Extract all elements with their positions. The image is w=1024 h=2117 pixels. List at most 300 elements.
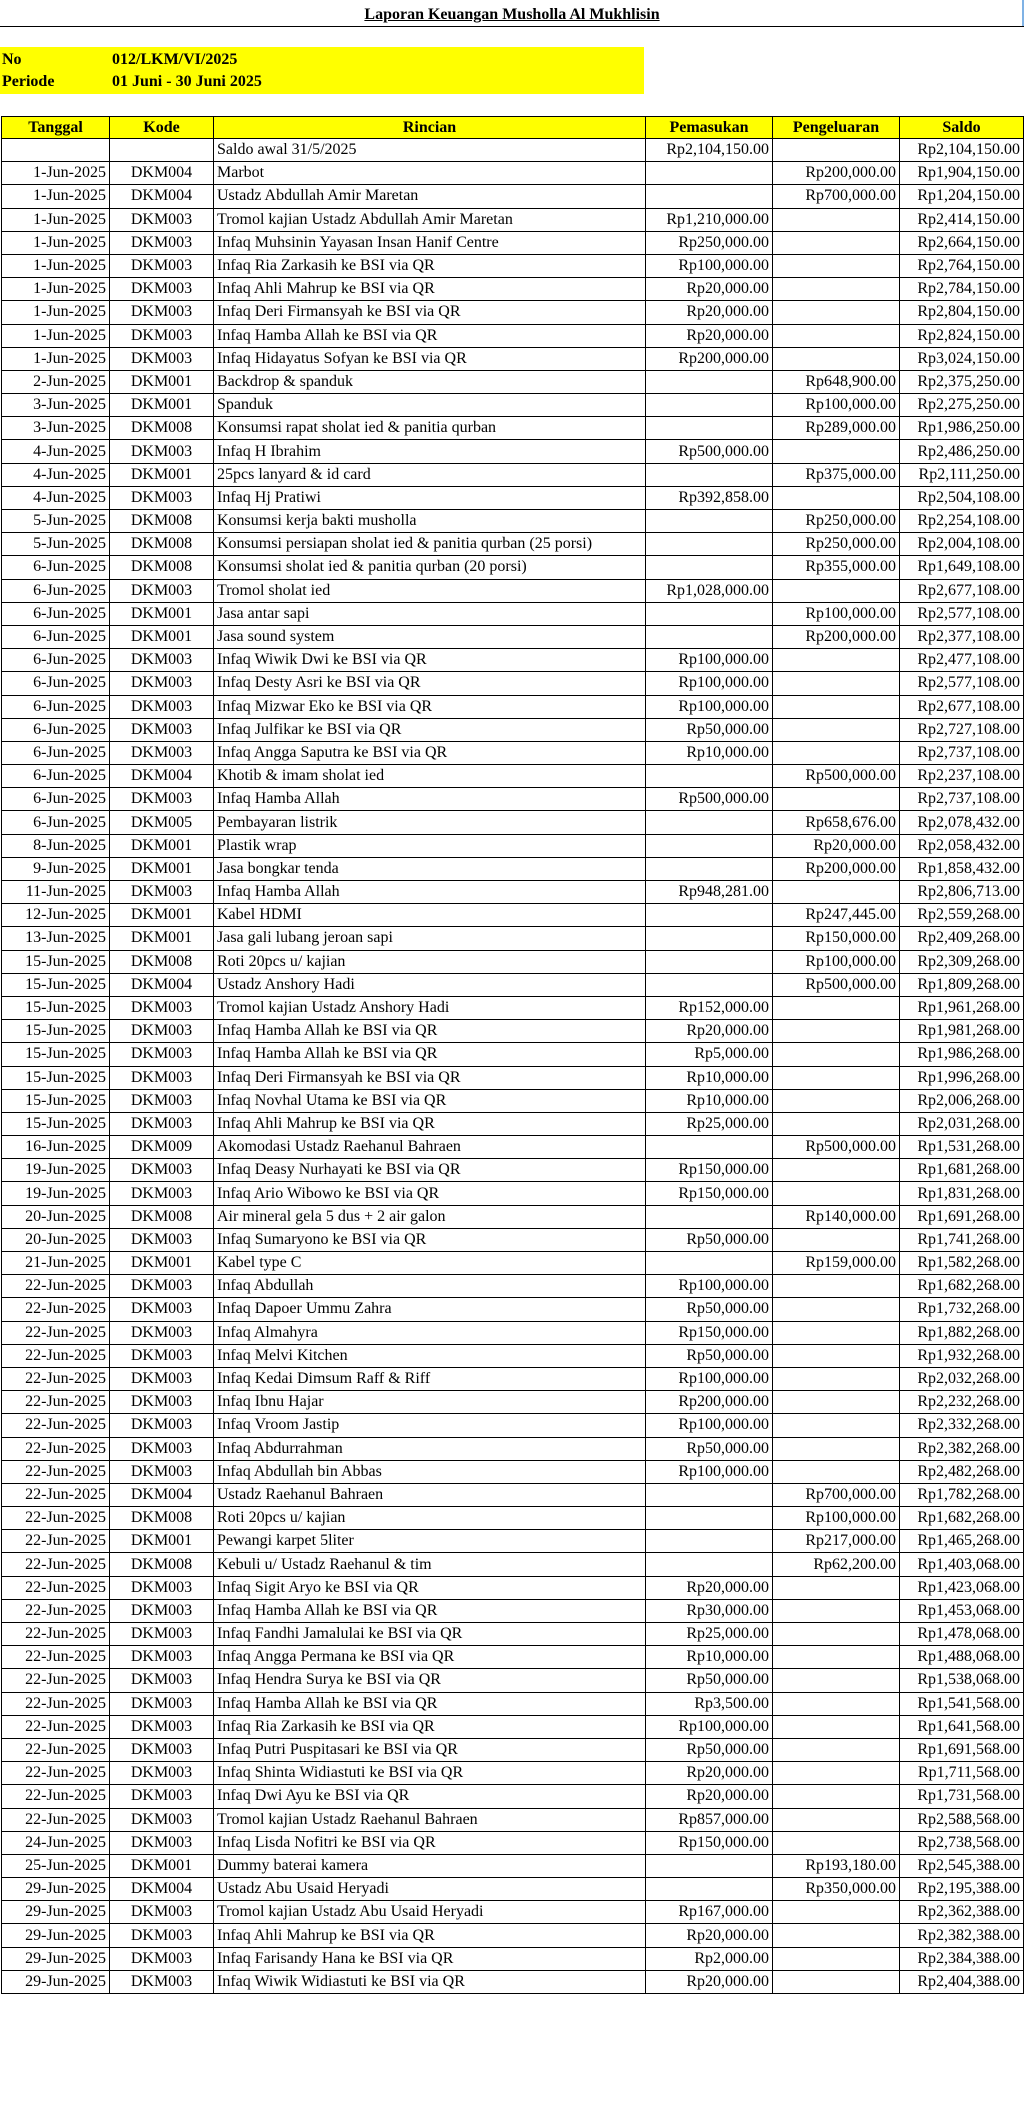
cell-rincian[interactable]: Infaq Angga Saputra ke BSI via QR — [214, 741, 646, 764]
cell-rincian[interactable]: Infaq Dwi Ayu ke BSI via QR — [214, 1785, 646, 1808]
cell-pemasukan[interactable] — [646, 394, 773, 417]
cell-tanggal[interactable]: 20-Jun-2025 — [2, 1205, 110, 1228]
cell-pemasukan[interactable] — [646, 1252, 773, 1275]
cell-pemasukan[interactable]: Rp150,000.00 — [646, 1831, 773, 1854]
cell-saldo[interactable]: Rp2,559,268.00 — [900, 904, 1024, 927]
cell-saldo[interactable]: Rp2,824,150.00 — [900, 324, 1024, 347]
cell-pemasukan[interactable] — [646, 904, 773, 927]
cell-saldo[interactable]: Rp2,414,150.00 — [900, 208, 1024, 231]
cell-tanggal[interactable]: 6-Jun-2025 — [2, 718, 110, 741]
cell-pemasukan[interactable]: Rp10,000.00 — [646, 741, 773, 764]
cell-tanggal[interactable]: 1-Jun-2025 — [2, 231, 110, 254]
cell-pengeluaran[interactable] — [773, 1020, 900, 1043]
cell-tanggal[interactable]: 22-Jun-2025 — [2, 1646, 110, 1669]
cell-saldo[interactable]: Rp1,691,568.00 — [900, 1738, 1024, 1761]
cell-pengeluaran[interactable]: Rp62,200.00 — [773, 1553, 900, 1576]
cell-kode[interactable]: DKM003 — [110, 1066, 214, 1089]
cell-pemasukan[interactable]: Rp250,000.00 — [646, 231, 773, 254]
cell-rincian[interactable]: Konsumsi kerja bakti musholla — [214, 510, 646, 533]
cell-kode[interactable]: DKM003 — [110, 1924, 214, 1947]
cell-rincian[interactable]: Infaq Hendra Surya ke BSI via QR — [214, 1669, 646, 1692]
cell-saldo[interactable]: Rp2,737,108.00 — [900, 741, 1024, 764]
cell-pemasukan[interactable]: Rp20,000.00 — [646, 1762, 773, 1785]
cell-pemasukan[interactable]: Rp20,000.00 — [646, 324, 773, 347]
cell-pemasukan[interactable]: Rp20,000.00 — [646, 1785, 773, 1808]
cell-tanggal[interactable]: 6-Jun-2025 — [2, 672, 110, 695]
cell-pengeluaran[interactable]: Rp100,000.00 — [773, 950, 900, 973]
cell-pengeluaran[interactable] — [773, 1182, 900, 1205]
cell-pemasukan[interactable]: Rp152,000.00 — [646, 996, 773, 1019]
cell-kode[interactable]: DKM004 — [110, 765, 214, 788]
cell-kode[interactable]: DKM008 — [110, 533, 214, 556]
cell-pengeluaran[interactable] — [773, 1947, 900, 1970]
cell-tanggal[interactable]: 1-Jun-2025 — [2, 324, 110, 347]
cell-kode[interactable]: DKM008 — [110, 556, 214, 579]
cell-saldo[interactable]: Rp1,831,268.00 — [900, 1182, 1024, 1205]
cell-kode[interactable]: DKM003 — [110, 1646, 214, 1669]
cell-rincian[interactable]: Infaq Lisda Nofitri ke BSI via QR — [214, 1831, 646, 1854]
cell-rincian[interactable]: Infaq Ario Wibowo ke BSI via QR — [214, 1182, 646, 1205]
cell-kode[interactable]: DKM008 — [110, 950, 214, 973]
cell-rincian[interactable]: Infaq Wiwik Widiastuti ke BSI via QR — [214, 1970, 646, 1993]
cell-rincian[interactable]: Plastik wrap — [214, 834, 646, 857]
cell-saldo[interactable]: Rp2,664,150.00 — [900, 231, 1024, 254]
cell-rincian[interactable]: Infaq Hamba Allah ke BSI via QR — [214, 324, 646, 347]
cell-saldo[interactable]: Rp2,409,268.00 — [900, 927, 1024, 950]
cell-pengeluaran[interactable]: Rp100,000.00 — [773, 1507, 900, 1530]
cell-rincian[interactable]: Infaq Hamba Allah ke BSI via QR — [214, 1020, 646, 1043]
cell-rincian[interactable]: Infaq Novhal Utama ke BSI via QR — [214, 1089, 646, 1112]
cell-kode[interactable]: DKM003 — [110, 672, 214, 695]
cell-tanggal[interactable]: 22-Jun-2025 — [2, 1414, 110, 1437]
cell-saldo[interactable]: Rp2,486,250.00 — [900, 440, 1024, 463]
cell-saldo[interactable]: Rp1,682,268.00 — [900, 1507, 1024, 1530]
cell-rincian[interactable]: Infaq Melvi Kitchen — [214, 1344, 646, 1367]
cell-pemasukan[interactable] — [646, 950, 773, 973]
cell-tanggal[interactable]: 20-Jun-2025 — [2, 1228, 110, 1251]
cell-rincian[interactable]: Jasa antar sapi — [214, 602, 646, 625]
cell-rincian[interactable]: Tromol kajian Ustadz Anshory Hadi — [214, 996, 646, 1019]
cell-kode[interactable]: DKM003 — [110, 324, 214, 347]
cell-pemasukan[interactable] — [646, 510, 773, 533]
cell-kode[interactable]: DKM003 — [110, 1228, 214, 1251]
cell-rincian[interactable]: Infaq Ria Zarkasih ke BSI via QR — [214, 254, 646, 277]
cell-pemasukan[interactable]: Rp10,000.00 — [646, 1066, 773, 1089]
column-header-tanggal[interactable]: Tanggal — [2, 117, 110, 139]
cell-tanggal[interactable]: 1-Jun-2025 — [2, 347, 110, 370]
cell-rincian[interactable]: Kabel type C — [214, 1252, 646, 1275]
cell-kode[interactable]: DKM005 — [110, 811, 214, 834]
cell-pemasukan[interactable]: Rp100,000.00 — [646, 649, 773, 672]
cell-pengeluaran[interactable] — [773, 672, 900, 695]
cell-pemasukan[interactable]: Rp100,000.00 — [646, 1715, 773, 1738]
cell-tanggal[interactable]: 15-Jun-2025 — [2, 1089, 110, 1112]
cell-kode[interactable]: DKM003 — [110, 231, 214, 254]
cell-kode[interactable]: DKM001 — [110, 463, 214, 486]
cell-pengeluaran[interactable] — [773, 1391, 900, 1414]
cell-kode[interactable]: DKM003 — [110, 718, 214, 741]
cell-tanggal[interactable]: 6-Jun-2025 — [2, 811, 110, 834]
cell-kode[interactable]: DKM008 — [110, 510, 214, 533]
cell-tanggal[interactable]: 22-Jun-2025 — [2, 1437, 110, 1460]
cell-tanggal[interactable]: 1-Jun-2025 — [2, 301, 110, 324]
cell-rincian[interactable]: Konsumsi sholat ied & panitia qurban (20 porsi) — [214, 556, 646, 579]
cell-pemasukan[interactable]: Rp20,000.00 — [646, 1020, 773, 1043]
cell-kode[interactable]: DKM008 — [110, 1205, 214, 1228]
cell-kode[interactable]: DKM001 — [110, 602, 214, 625]
cell-pengeluaran[interactable] — [773, 208, 900, 231]
cell-saldo[interactable]: Rp2,727,108.00 — [900, 718, 1024, 741]
cell-kode[interactable]: DKM003 — [110, 1182, 214, 1205]
cell-pemasukan[interactable] — [646, 1205, 773, 1228]
cell-pengeluaran[interactable] — [773, 695, 900, 718]
cell-tanggal[interactable]: 9-Jun-2025 — [2, 857, 110, 880]
cell-kode[interactable]: DKM003 — [110, 486, 214, 509]
cell-rincian[interactable]: Akomodasi Ustadz Raehanul Bahraen — [214, 1136, 646, 1159]
cell-rincian[interactable]: Infaq Hj Pratiwi — [214, 486, 646, 509]
cell-tanggal[interactable]: 22-Jun-2025 — [2, 1344, 110, 1367]
cell-pengeluaran[interactable] — [773, 996, 900, 1019]
cell-kode[interactable]: DKM008 — [110, 1553, 214, 1576]
cell-saldo[interactable]: Rp1,641,568.00 — [900, 1715, 1024, 1738]
cell-kode[interactable]: DKM004 — [110, 973, 214, 996]
cell-pengeluaran[interactable]: Rp150,000.00 — [773, 927, 900, 950]
cell-pemasukan[interactable]: Rp100,000.00 — [646, 1460, 773, 1483]
cell-kode[interactable]: DKM003 — [110, 579, 214, 602]
cell-pemasukan[interactable]: Rp20,000.00 — [646, 278, 773, 301]
cell-pemasukan[interactable]: Rp100,000.00 — [646, 672, 773, 695]
cell-tanggal[interactable]: 3-Jun-2025 — [2, 394, 110, 417]
cell-pengeluaran[interactable] — [773, 1159, 900, 1182]
cell-pemasukan[interactable]: Rp150,000.00 — [646, 1182, 773, 1205]
cell-rincian[interactable]: Infaq Hamba Allah ke BSI via QR — [214, 1599, 646, 1622]
cell-pemasukan[interactable] — [646, 927, 773, 950]
cell-rincian[interactable]: Infaq Ahli Mahrup ke BSI via QR — [214, 1924, 646, 1947]
cell-pengeluaran[interactable]: Rp100,000.00 — [773, 602, 900, 625]
cell-rincian[interactable]: Infaq Abdullah — [214, 1275, 646, 1298]
cell-pengeluaran[interactable] — [773, 301, 900, 324]
cell-pengeluaran[interactable] — [773, 1437, 900, 1460]
cell-rincian[interactable]: Spanduk — [214, 394, 646, 417]
cell-pemasukan[interactable] — [646, 533, 773, 556]
cell-rincian[interactable]: Tromol sholat ied — [214, 579, 646, 602]
cell-tanggal[interactable]: 29-Jun-2025 — [2, 1947, 110, 1970]
cell-kode[interactable]: DKM003 — [110, 1669, 214, 1692]
cell-tanggal[interactable]: 25-Jun-2025 — [2, 1854, 110, 1877]
cell-rincian[interactable]: Jasa sound system — [214, 625, 646, 648]
cell-pengeluaran[interactable]: Rp700,000.00 — [773, 1483, 900, 1506]
cell-pengeluaran[interactable] — [773, 139, 900, 162]
cell-saldo[interactable]: Rp2,275,250.00 — [900, 394, 1024, 417]
cell-tanggal[interactable]: 5-Jun-2025 — [2, 510, 110, 533]
cell-kode[interactable]: DKM003 — [110, 788, 214, 811]
cell-kode[interactable]: DKM001 — [110, 1252, 214, 1275]
cell-pemasukan[interactable] — [646, 625, 773, 648]
cell-pemasukan[interactable]: Rp150,000.00 — [646, 1159, 773, 1182]
cell-tanggal[interactable]: 22-Jun-2025 — [2, 1599, 110, 1622]
cell-rincian[interactable]: Infaq Julfikar ke BSI via QR — [214, 718, 646, 741]
cell-saldo[interactable]: Rp2,784,150.00 — [900, 278, 1024, 301]
cell-tanggal[interactable]: 5-Jun-2025 — [2, 533, 110, 556]
cell-pengeluaran[interactable]: Rp247,445.00 — [773, 904, 900, 927]
cell-saldo[interactable]: Rp1,541,568.00 — [900, 1692, 1024, 1715]
cell-kode[interactable]: DKM003 — [110, 347, 214, 370]
cell-rincian[interactable]: Jasa bongkar tenda — [214, 857, 646, 880]
cell-pemasukan[interactable]: Rp200,000.00 — [646, 347, 773, 370]
column-header-pemasukan[interactable]: Pemasukan — [646, 117, 773, 139]
cell-kode[interactable]: DKM004 — [110, 1878, 214, 1901]
cell-rincian[interactable]: Tromol kajian Ustadz Abdullah Amir Maretan — [214, 208, 646, 231]
cell-tanggal[interactable]: 15-Jun-2025 — [2, 1043, 110, 1066]
cell-saldo[interactable]: Rp1,691,268.00 — [900, 1205, 1024, 1228]
cell-tanggal[interactable]: 22-Jun-2025 — [2, 1692, 110, 1715]
cell-pemasukan[interactable]: Rp100,000.00 — [646, 695, 773, 718]
cell-tanggal[interactable]: 22-Jun-2025 — [2, 1762, 110, 1785]
cell-pemasukan[interactable] — [646, 1878, 773, 1901]
cell-pengeluaran[interactable] — [773, 324, 900, 347]
cell-saldo[interactable]: Rp2,006,268.00 — [900, 1089, 1024, 1112]
cell-pengeluaran[interactable] — [773, 1831, 900, 1854]
cell-tanggal[interactable]: 15-Jun-2025 — [2, 1112, 110, 1135]
cell-saldo[interactable]: Rp2,058,432.00 — [900, 834, 1024, 857]
cell-kode[interactable]: DKM003 — [110, 1970, 214, 1993]
cell-tanggal[interactable]: 22-Jun-2025 — [2, 1321, 110, 1344]
cell-pengeluaran[interactable] — [773, 1298, 900, 1321]
cell-kode[interactable]: DKM003 — [110, 254, 214, 277]
cell-rincian[interactable]: Infaq Mizwar Eko ke BSI via QR — [214, 695, 646, 718]
cell-pemasukan[interactable]: Rp200,000.00 — [646, 1391, 773, 1414]
cell-rincian[interactable]: Infaq Shinta Widiastuti ke BSI via QR — [214, 1762, 646, 1785]
cell-kode[interactable]: DKM004 — [110, 185, 214, 208]
cell-kode[interactable]: DKM003 — [110, 1112, 214, 1135]
cell-tanggal[interactable]: 22-Jun-2025 — [2, 1275, 110, 1298]
cell-rincian[interactable]: Dummy baterai kamera — [214, 1854, 646, 1877]
column-header-pengeluaran[interactable]: Pengeluaran — [773, 117, 900, 139]
cell-pengeluaran[interactable] — [773, 1576, 900, 1599]
cell-kode[interactable]: DKM001 — [110, 857, 214, 880]
cell-tanggal[interactable]: 15-Jun-2025 — [2, 996, 110, 1019]
cell-rincian[interactable]: Konsumsi persiapan sholat ied & panitia qurban (25 porsi) — [214, 533, 646, 556]
cell-kode[interactable]: DKM004 — [110, 1483, 214, 1506]
cell-saldo[interactable]: Rp1,488,068.00 — [900, 1646, 1024, 1669]
cell-pengeluaran[interactable] — [773, 440, 900, 463]
cell-pemasukan[interactable]: Rp50,000.00 — [646, 1669, 773, 1692]
cell-kode[interactable]: DKM003 — [110, 208, 214, 231]
cell-kode[interactable]: DKM003 — [110, 1460, 214, 1483]
cell-pengeluaran[interactable] — [773, 1228, 900, 1251]
cell-pemasukan[interactable] — [646, 162, 773, 185]
cell-pemasukan[interactable] — [646, 1553, 773, 1576]
cell-pengeluaran[interactable] — [773, 1066, 900, 1089]
cell-saldo[interactable]: Rp2,737,108.00 — [900, 788, 1024, 811]
cell-pengeluaran[interactable]: Rp658,676.00 — [773, 811, 900, 834]
cell-saldo[interactable]: Rp2,384,388.00 — [900, 1947, 1024, 1970]
cell-saldo[interactable]: Rp2,309,268.00 — [900, 950, 1024, 973]
cell-saldo[interactable]: Rp1,782,268.00 — [900, 1483, 1024, 1506]
cell-tanggal[interactable]: 29-Jun-2025 — [2, 1970, 110, 1993]
cell-pengeluaran[interactable] — [773, 1460, 900, 1483]
cell-saldo[interactable]: Rp2,004,108.00 — [900, 533, 1024, 556]
cell-saldo[interactable]: Rp1,682,268.00 — [900, 1275, 1024, 1298]
cell-kode[interactable]: DKM003 — [110, 1321, 214, 1344]
cell-pemasukan[interactable] — [646, 417, 773, 440]
cell-pengeluaran[interactable] — [773, 649, 900, 672]
cell-saldo[interactable]: Rp2,677,108.00 — [900, 579, 1024, 602]
cell-kode[interactable]: DKM003 — [110, 301, 214, 324]
cell-pengeluaran[interactable]: Rp700,000.00 — [773, 185, 900, 208]
cell-pemasukan[interactable]: Rp100,000.00 — [646, 1414, 773, 1437]
cell-pemasukan[interactable]: Rp25,000.00 — [646, 1623, 773, 1646]
cell-pengeluaran[interactable] — [773, 1623, 900, 1646]
cell-pengeluaran[interactable] — [773, 718, 900, 741]
cell-tanggal[interactable]: 19-Jun-2025 — [2, 1159, 110, 1182]
cell-kode[interactable]: DKM003 — [110, 1437, 214, 1460]
cell-tanggal[interactable]: 11-Jun-2025 — [2, 881, 110, 904]
cell-kode[interactable]: DKM003 — [110, 741, 214, 764]
cell-rincian[interactable]: Tromol kajian Ustadz Raehanul Bahraen — [214, 1808, 646, 1831]
cell-tanggal[interactable]: 22-Jun-2025 — [2, 1623, 110, 1646]
cell-saldo[interactable]: Rp2,382,268.00 — [900, 1437, 1024, 1460]
cell-tanggal[interactable]: 22-Jun-2025 — [2, 1669, 110, 1692]
cell-pengeluaran[interactable]: Rp500,000.00 — [773, 973, 900, 996]
cell-kode[interactable]: DKM003 — [110, 1275, 214, 1298]
cell-pengeluaran[interactable]: Rp217,000.00 — [773, 1530, 900, 1553]
cell-pemasukan[interactable]: Rp2,000.00 — [646, 1947, 773, 1970]
cell-rincian[interactable]: Infaq Ahli Mahrup ke BSI via QR — [214, 1112, 646, 1135]
cell-pengeluaran[interactable]: Rp500,000.00 — [773, 765, 900, 788]
cell-pengeluaran[interactable]: Rp350,000.00 — [773, 1878, 900, 1901]
cell-saldo[interactable]: Rp1,465,268.00 — [900, 1530, 1024, 1553]
cell-pengeluaran[interactable]: Rp200,000.00 — [773, 857, 900, 880]
cell-pengeluaran[interactable]: Rp140,000.00 — [773, 1205, 900, 1228]
cell-rincian[interactable]: Roti 20pcs u/ kajian — [214, 1507, 646, 1530]
cell-pemasukan[interactable]: Rp10,000.00 — [646, 1646, 773, 1669]
cell-tanggal[interactable]: 22-Jun-2025 — [2, 1785, 110, 1808]
cell-tanggal[interactable]: 29-Jun-2025 — [2, 1901, 110, 1924]
cell-rincian[interactable]: Kabel HDMI — [214, 904, 646, 927]
cell-kode[interactable]: DKM001 — [110, 394, 214, 417]
cell-pemasukan[interactable]: Rp20,000.00 — [646, 301, 773, 324]
cell-tanggal[interactable]: 3-Jun-2025 — [2, 417, 110, 440]
cell-rincian[interactable]: Infaq Hamba Allah — [214, 788, 646, 811]
cell-pemasukan[interactable] — [646, 811, 773, 834]
cell-kode[interactable]: DKM003 — [110, 278, 214, 301]
cell-kode[interactable]: DKM003 — [110, 1715, 214, 1738]
cell-saldo[interactable]: Rp1,403,068.00 — [900, 1553, 1024, 1576]
cell-rincian[interactable]: Infaq Ibnu Hajar — [214, 1391, 646, 1414]
cell-tanggal[interactable]: 22-Jun-2025 — [2, 1576, 110, 1599]
cell-tanggal[interactable]: 6-Jun-2025 — [2, 788, 110, 811]
cell-rincian[interactable]: Saldo awal 31/5/2025 — [214, 139, 646, 162]
cell-rincian[interactable]: Infaq Abdullah bin Abbas — [214, 1460, 646, 1483]
cell-kode[interactable]: DKM001 — [110, 625, 214, 648]
cell-pengeluaran[interactable] — [773, 1367, 900, 1390]
column-header-kode[interactable]: Kode — [110, 117, 214, 139]
cell-pengeluaran[interactable]: Rp200,000.00 — [773, 625, 900, 648]
cell-kode[interactable]: DKM003 — [110, 1785, 214, 1808]
cell-tanggal[interactable]: 15-Jun-2025 — [2, 950, 110, 973]
cell-saldo[interactable]: Rp1,961,268.00 — [900, 996, 1024, 1019]
cell-pemasukan[interactable]: Rp50,000.00 — [646, 1437, 773, 1460]
cell-tanggal[interactable]: 6-Jun-2025 — [2, 695, 110, 718]
cell-pemasukan[interactable] — [646, 1854, 773, 1877]
cell-pemasukan[interactable] — [646, 185, 773, 208]
cell-pengeluaran[interactable] — [773, 278, 900, 301]
cell-rincian[interactable]: Infaq Angga Permana ke BSI via QR — [214, 1646, 646, 1669]
cell-tanggal[interactable]: 15-Jun-2025 — [2, 1020, 110, 1043]
cell-tanggal[interactable]: 1-Jun-2025 — [2, 208, 110, 231]
cell-kode[interactable]: DKM003 — [110, 1901, 214, 1924]
cell-tanggal[interactable]: 15-Jun-2025 — [2, 1066, 110, 1089]
cell-pengeluaran[interactable]: Rp100,000.00 — [773, 394, 900, 417]
cell-rincian[interactable]: Roti 20pcs u/ kajian — [214, 950, 646, 973]
cell-pengeluaran[interactable] — [773, 1970, 900, 1993]
cell-saldo[interactable]: Rp2,362,388.00 — [900, 1901, 1024, 1924]
cell-rincian[interactable]: Tromol kajian Ustadz Abu Usaid Heryadi — [214, 1901, 646, 1924]
cell-kode[interactable]: DKM003 — [110, 1762, 214, 1785]
cell-pemasukan[interactable] — [646, 556, 773, 579]
cell-saldo[interactable]: Rp1,681,268.00 — [900, 1159, 1024, 1182]
cell-saldo[interactable]: Rp2,031,268.00 — [900, 1112, 1024, 1135]
cell-pemasukan[interactable]: Rp3,500.00 — [646, 1692, 773, 1715]
cell-pemasukan[interactable] — [646, 602, 773, 625]
cell-rincian[interactable]: Infaq Deri Firmansyah ke BSI via QR — [214, 1066, 646, 1089]
cell-saldo[interactable]: Rp2,104,150.00 — [900, 139, 1024, 162]
cell-kode[interactable] — [110, 139, 214, 162]
cell-rincian[interactable]: Ustadz Raehanul Bahraen — [214, 1483, 646, 1506]
cell-pengeluaran[interactable] — [773, 1808, 900, 1831]
cell-pengeluaran[interactable] — [773, 1344, 900, 1367]
cell-pemasukan[interactable] — [646, 973, 773, 996]
cell-saldo[interactable]: Rp2,237,108.00 — [900, 765, 1024, 788]
cell-tanggal[interactable]: 22-Jun-2025 — [2, 1367, 110, 1390]
cell-tanggal[interactable]: 1-Jun-2025 — [2, 254, 110, 277]
cell-pemasukan[interactable]: Rp100,000.00 — [646, 1367, 773, 1390]
cell-pengeluaran[interactable] — [773, 1321, 900, 1344]
cell-kode[interactable]: DKM003 — [110, 881, 214, 904]
cell-kode[interactable]: DKM003 — [110, 1391, 214, 1414]
cell-kode[interactable]: DKM008 — [110, 1507, 214, 1530]
cell-pemasukan[interactable]: Rp5,000.00 — [646, 1043, 773, 1066]
cell-pengeluaran[interactable]: Rp200,000.00 — [773, 162, 900, 185]
cell-kode[interactable]: DKM003 — [110, 1738, 214, 1761]
cell-tanggal[interactable]: 22-Jun-2025 — [2, 1715, 110, 1738]
cell-tanggal[interactable]: 29-Jun-2025 — [2, 1878, 110, 1901]
cell-saldo[interactable]: Rp2,032,268.00 — [900, 1367, 1024, 1390]
cell-kode[interactable]: DKM003 — [110, 1367, 214, 1390]
cell-rincian[interactable]: Infaq Almahyra — [214, 1321, 646, 1344]
cell-saldo[interactable]: Rp2,577,108.00 — [900, 672, 1024, 695]
cell-pemasukan[interactable]: Rp100,000.00 — [646, 1275, 773, 1298]
cell-pengeluaran[interactable] — [773, 579, 900, 602]
cell-tanggal[interactable]: 22-Jun-2025 — [2, 1808, 110, 1831]
cell-saldo[interactable]: Rp2,375,250.00 — [900, 370, 1024, 393]
cell-pemasukan[interactable]: Rp2,104,150.00 — [646, 139, 773, 162]
cell-saldo[interactable]: Rp2,195,388.00 — [900, 1878, 1024, 1901]
cell-pemasukan[interactable]: Rp20,000.00 — [646, 1924, 773, 1947]
cell-rincian[interactable]: Infaq Farisandy Hana ke BSI via QR — [214, 1947, 646, 1970]
cell-saldo[interactable]: Rp1,649,108.00 — [900, 556, 1024, 579]
cell-tanggal[interactable]: 4-Jun-2025 — [2, 440, 110, 463]
cell-tanggal[interactable]: 2-Jun-2025 — [2, 370, 110, 393]
cell-tanggal[interactable]: 6-Jun-2025 — [2, 602, 110, 625]
cell-pemasukan[interactable]: Rp10,000.00 — [646, 1089, 773, 1112]
cell-tanggal[interactable]: 21-Jun-2025 — [2, 1252, 110, 1275]
cell-pengeluaran[interactable]: Rp375,000.00 — [773, 463, 900, 486]
cell-pemasukan[interactable]: Rp500,000.00 — [646, 440, 773, 463]
cell-kode[interactable]: DKM003 — [110, 1089, 214, 1112]
cell-pengeluaran[interactable]: Rp20,000.00 — [773, 834, 900, 857]
